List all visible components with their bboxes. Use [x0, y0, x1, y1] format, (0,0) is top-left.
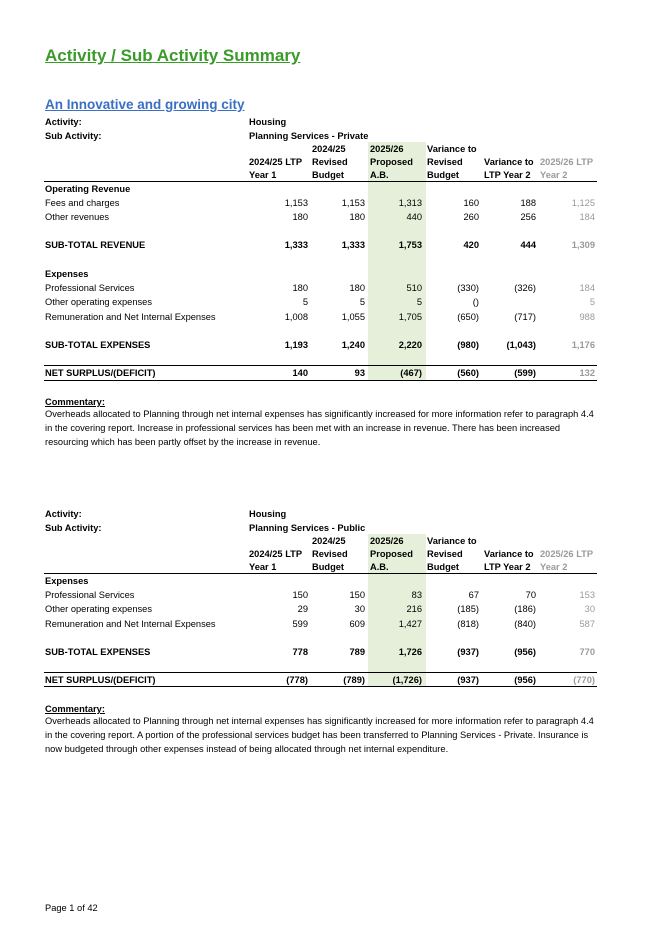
cell-value: (980) — [457, 340, 479, 350]
commentary-heading: Commentary: — [45, 397, 105, 407]
cell-value: 260 — [463, 212, 479, 222]
cell-value: 140 — [292, 368, 308, 378]
cell-value: 789 — [349, 647, 365, 657]
cell-value: 93 — [354, 368, 365, 378]
sub-activity-label: Sub Activity: — [45, 523, 102, 533]
row-label: Other revenues — [45, 212, 110, 222]
cell-value: 216 — [406, 604, 422, 614]
col-variance-revised-header: Revised — [427, 549, 463, 559]
cell-value: 770 — [579, 647, 595, 657]
cell-value: 1,726 — [398, 647, 422, 657]
cell-value: 5 — [589, 297, 595, 307]
row-label: Remuneration and Net Internal Expenses — [45, 619, 216, 629]
row-label: Fees and charges — [45, 198, 120, 208]
commentary-text: Overheads allocated to Planning through net internal expenses has significantly increased for more information refer to paragraph 4.4 in the covering report. A portion of the professional services budget has been transferred to Planning Services - Private. Insurance is now budgeted through other expenses instead of being allocated through net internal expenditure. — [45, 716, 594, 754]
cell-value: 1,753 — [398, 240, 422, 250]
cell-value: 180 — [292, 212, 308, 222]
col-proposed-header: A.B. — [370, 562, 389, 572]
cell-value: 1,240 — [341, 340, 365, 350]
table-row — [0, 267, 645, 281]
cell-value: 153 — [579, 590, 595, 600]
cell-value: 5 — [416, 297, 422, 307]
col-proposed-header: A.B. — [370, 170, 389, 180]
cell-value: 1,153 — [341, 198, 365, 208]
col-variance-ltp-header: LTP Year 2 — [484, 170, 531, 180]
row-label: SUB-TOTAL EXPENSES — [45, 647, 151, 657]
page-number: Page 1 of 42 — [45, 903, 98, 913]
cell-value: 70 — [525, 590, 536, 600]
row-label: NET SURPLUS/(DEFICIT) — [45, 368, 156, 378]
column-header-line-2 — [0, 547, 645, 561]
sub-activity-value: Planning Services - Private — [249, 131, 369, 141]
cell-value: 1,309 — [571, 240, 595, 250]
cell-value: (650) — [457, 312, 479, 322]
cell-value: (326) — [514, 283, 536, 293]
col-revised-header: 2024/25 — [312, 536, 346, 546]
cell-value: 150 — [349, 590, 365, 600]
commentary-text: Overheads allocated to Planning through net internal expenses has significantly increased for more information refer to paragraph 4.4 in the covering report. Increase in professional services has been met with an increase in revenue. There has been increased resourcing which has been partly offset by the increase in revenue. — [45, 409, 594, 447]
col-ltp-year2-header: 2025/26 LTP — [540, 157, 594, 167]
activity-row — [0, 507, 645, 521]
column-header-line-3 — [0, 560, 645, 574]
table-row — [0, 338, 645, 352]
cell-value: 778 — [292, 647, 308, 657]
col-proposed-header: 2025/26 — [370, 536, 404, 546]
cell-value: 160 — [463, 198, 479, 208]
col-variance-revised-header: Budget — [427, 170, 460, 180]
row-label: Professional Services — [45, 283, 135, 293]
row-label: Other operating expenses — [45, 297, 152, 307]
cell-value: (560) — [457, 368, 479, 378]
activity-label: Activity: — [45, 509, 82, 519]
table-row — [0, 210, 645, 224]
col-variance-revised-header: Budget — [427, 562, 460, 572]
table-row — [0, 673, 645, 687]
sub-activity-row — [0, 521, 645, 535]
table-row — [0, 310, 645, 324]
col-proposed-header: Proposed — [370, 549, 413, 559]
row-label: Professional Services — [45, 590, 135, 600]
cell-value: 1,313 — [398, 198, 422, 208]
cell-value: (956) — [514, 675, 536, 685]
cell-value: 1,193 — [284, 340, 308, 350]
cell-value: 609 — [349, 619, 365, 629]
row-label: Expenses — [45, 269, 89, 279]
cell-value: 180 — [349, 283, 365, 293]
cell-value: 184 — [579, 212, 595, 222]
page-title: Activity / Sub Activity Summary — [45, 46, 301, 65]
cell-value: 599 — [292, 619, 308, 629]
activity-label: Activity: — [45, 117, 82, 127]
row-label: SUB-TOTAL EXPENSES — [45, 340, 151, 350]
col-variance-revised-header: Variance to — [427, 144, 477, 154]
cell-value: (185) — [457, 604, 479, 614]
cell-value: (937) — [457, 675, 479, 685]
sub-activity-row — [0, 129, 645, 143]
cell-value: (717) — [514, 312, 536, 322]
col-proposed-header: 2025/26 — [370, 144, 404, 154]
sub-activity-value: Planning Services - Public — [249, 523, 366, 533]
cell-value: () — [472, 297, 479, 307]
col-ltp-year2-header: Year 2 — [540, 170, 568, 180]
row-label: Remuneration and Net Internal Expenses — [45, 312, 216, 322]
col-revised-header: Revised — [312, 157, 348, 167]
col-ltp-year2-header: Year 2 — [540, 562, 568, 572]
cell-value: 420 — [463, 240, 479, 250]
col-ltp-header: Year 1 — [249, 562, 277, 572]
cell-value: (186) — [514, 604, 536, 614]
col-revised-header: Budget — [312, 170, 345, 180]
cell-value: (789) — [343, 675, 365, 685]
col-variance-ltp-header: LTP Year 2 — [484, 562, 531, 572]
cell-value: 256 — [520, 212, 536, 222]
activity-value: Housing — [249, 117, 287, 127]
cell-value: 444 — [520, 240, 536, 250]
cell-value: 1,333 — [341, 240, 365, 250]
column-header-line-1 — [0, 534, 645, 548]
table-row — [0, 602, 645, 616]
table-row — [0, 182, 645, 196]
activity-row — [0, 115, 645, 129]
col-ltp-header: Year 1 — [249, 170, 277, 180]
table-row — [0, 617, 645, 631]
row-label: NET SURPLUS/(DEFICIT) — [45, 675, 156, 685]
cell-value: 1,333 — [284, 240, 308, 250]
col-ltp-header: 2024/25 LTP — [249, 549, 303, 559]
activity-value: Housing — [249, 509, 287, 519]
column-header-line-1 — [0, 142, 645, 156]
col-variance-ltp-header: Variance to — [484, 549, 534, 559]
cell-value: 188 — [520, 198, 536, 208]
cell-value: 1,055 — [341, 312, 365, 322]
row-label: Expenses — [45, 576, 89, 586]
cell-value: 180 — [292, 283, 308, 293]
table-row — [0, 196, 645, 210]
row-label: SUB-TOTAL REVENUE — [45, 240, 146, 250]
table-row — [0, 645, 645, 659]
col-proposed-header: Proposed — [370, 157, 413, 167]
cell-value: 150 — [292, 590, 308, 600]
table-row — [0, 366, 645, 380]
table-row — [0, 588, 645, 602]
cell-value: (599) — [514, 368, 536, 378]
row-label: Other operating expenses — [45, 604, 152, 614]
cell-value: 30 — [584, 604, 595, 614]
column-header-line-2 — [0, 155, 645, 169]
cell-value: 83 — [411, 590, 422, 600]
column-header-line-3 — [0, 168, 645, 182]
col-variance-ltp-header: Variance to — [484, 157, 534, 167]
table-row — [0, 574, 645, 588]
table-row — [0, 238, 645, 252]
cell-value: 1,427 — [398, 619, 422, 629]
col-revised-header: Budget — [312, 562, 345, 572]
cell-value: (467) — [400, 368, 422, 378]
sub-activity-label: Sub Activity: — [45, 131, 102, 141]
col-revised-header: 2024/25 — [312, 144, 346, 154]
cell-value: 5 — [359, 297, 365, 307]
cell-value: 180 — [349, 212, 365, 222]
cell-value: 440 — [406, 212, 422, 222]
cell-value: (330) — [457, 283, 479, 293]
cell-value: (778) — [286, 675, 308, 685]
section-heading: An Innovative and growing city — [45, 97, 245, 112]
cell-value: 30 — [354, 604, 365, 614]
cell-value: (937) — [457, 647, 479, 657]
cell-value: 510 — [406, 283, 422, 293]
cell-value: 29 — [297, 604, 308, 614]
cell-value: 132 — [579, 368, 595, 378]
row-label: Operating Revenue — [45, 184, 131, 194]
table-row — [0, 281, 645, 295]
commentary-heading: Commentary: — [45, 704, 105, 714]
cell-value: (1,726) — [392, 675, 422, 685]
net-divider-bottom — [44, 380, 597, 381]
cell-value: 1,008 — [284, 312, 308, 322]
cell-value: (818) — [457, 619, 479, 629]
col-ltp-year2-header: 2025/26 LTP — [540, 549, 594, 559]
table-row — [0, 295, 645, 309]
cell-value: (1,043) — [506, 340, 536, 350]
col-variance-revised-header: Revised — [427, 157, 463, 167]
cell-value: 184 — [579, 283, 595, 293]
cell-value: 5 — [302, 297, 308, 307]
col-ltp-header: 2024/25 LTP — [249, 157, 303, 167]
cell-value: 1,705 — [398, 312, 422, 322]
cell-value: (840) — [514, 619, 536, 629]
cell-value: (956) — [514, 647, 536, 657]
cell-value: 1,176 — [571, 340, 595, 350]
col-variance-revised-header: Variance to — [427, 536, 477, 546]
net-divider-bottom — [44, 686, 597, 687]
col-revised-header: Revised — [312, 549, 348, 559]
cell-value: 1,153 — [284, 198, 308, 208]
cell-value: (770) — [573, 675, 595, 685]
cell-value: 67 — [468, 590, 479, 600]
cell-value: 587 — [579, 619, 595, 629]
cell-value: 1,125 — [571, 198, 595, 208]
cell-value: 988 — [579, 312, 595, 322]
cell-value: 2,220 — [398, 340, 422, 350]
